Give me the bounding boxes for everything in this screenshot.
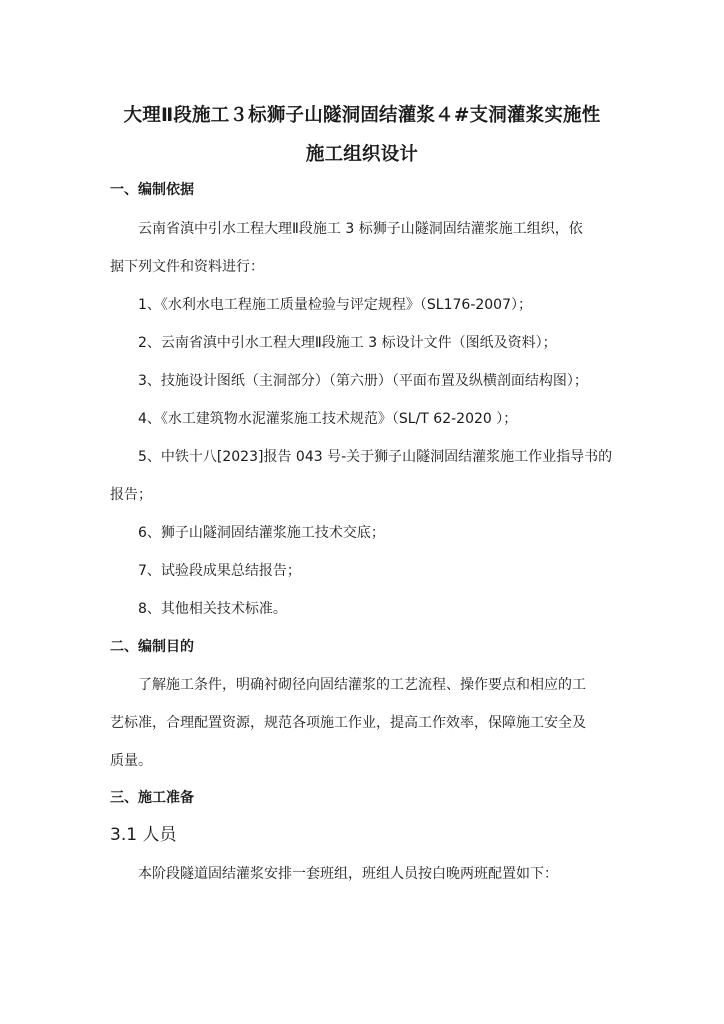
section-2-heading: 二、编制目的 [110, 639, 194, 655]
section-2-paragraph-line-2: 艺标准，合理配置资源，规范各项施工作业，提高工作效率，保障施工安全及 [110, 715, 586, 731]
section-3-1-paragraph-line-1: 本阶段隧道固结灌浆安排一套班组，班组人员按白晚两班配置如下： [138, 866, 558, 882]
reference-item-5-continued: 报告； [110, 487, 152, 503]
section-1-intro-line-2: 据下列文件和资料进行： [110, 259, 264, 275]
section-1-heading: 一、编制依据 [110, 182, 194, 198]
reference-item-1: 1、《水利水电工程施工质量检验与评定规程》（SL176-2007）； [138, 297, 532, 313]
section-2-paragraph-line-1: 了解施工条件，明确衬砌径向固结灌浆的工艺流程、操作要点和相应的工 [138, 677, 586, 693]
reference-item-5: 5、中铁十八[2023]报告 043 号-关于狮子山隧洞固结灌浆施工作业指导书的 [138, 449, 613, 465]
reference-item-6: 6、狮子山隧洞固结灌浆施工技术交底； [138, 525, 385, 541]
reference-item-7: 7、试验段成果总结报告； [138, 563, 301, 579]
section-3-heading: 三、施工准备 [110, 790, 194, 806]
section-3-1-heading: 3.1 人员 [110, 825, 177, 845]
document-title-line-1: 大理Ⅱ段施工３标狮子山隧洞固结灌浆４#支洞灌浆实施性 [123, 105, 601, 126]
reference-item-8: 8、其他相关技术标准。 [138, 601, 287, 617]
reference-item-2: 2、云南省滇中引水工程大理Ⅱ段施工 3 标设计文件（图纸及资料）； [138, 335, 557, 351]
section-1-intro-line-1: 云南省滇中引水工程大理Ⅱ段施工 3 标狮子山隧洞固结灌浆施工组织，依 [138, 221, 583, 237]
reference-item-3: 3、技施设计图纸（主洞部分）（第六册）（平面布置及纵横剖面结构图）； [138, 373, 588, 389]
reference-item-4: 4、《水工建筑物水泥灌浆施工技术规范》（SL/T 62-2020 ）； [138, 411, 518, 427]
document-title-line-2: 施工组织设计 [305, 144, 419, 165]
section-2-paragraph-line-3: 质量。 [110, 753, 152, 769]
